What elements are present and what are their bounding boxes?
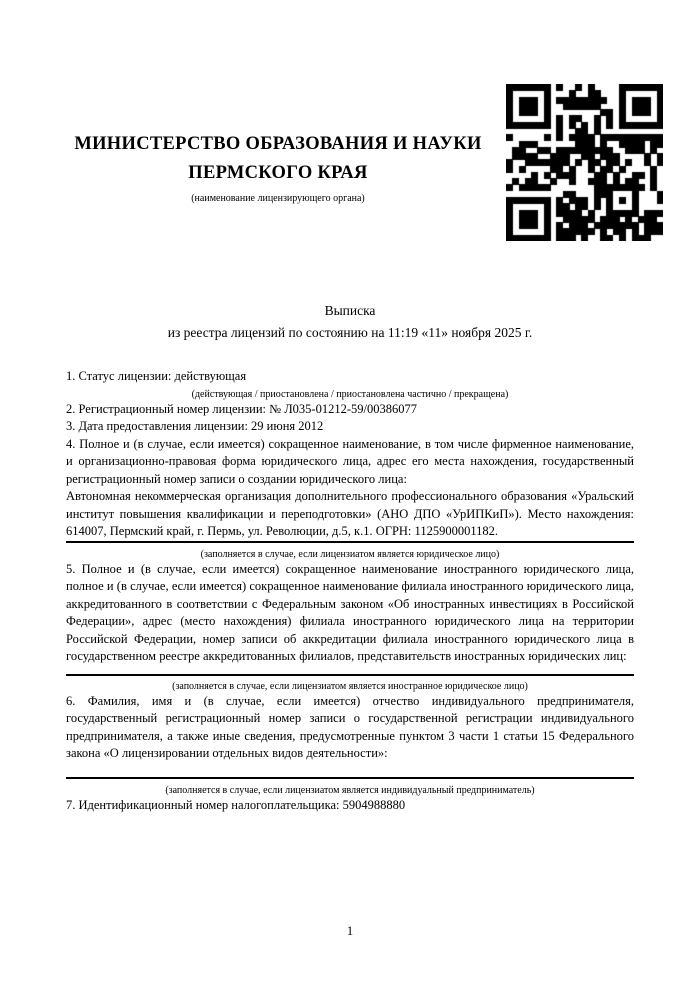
field-license-status-value: действующая (174, 369, 247, 383)
field-inn (66, 797, 634, 815)
document-title-line2: из реестра лицензий по состоянию на 11:19 «11» ноября 2025 г. (167, 325, 533, 340)
field-inn-label: 7. Идентификационный номер налогоплательщика: (66, 797, 340, 812)
field-grant-date (66, 418, 634, 436)
field-registration-number-value: № Л035-01212-59/00386077 (269, 401, 417, 416)
field-legal-entity-caption: (заполняется в случае, если лицензиатом является юридическое лицо) (200, 548, 500, 560)
field-inn-value: 5904988880 (342, 797, 406, 812)
field-registration-number-label: 2. Регистрационный номер лицензии: (66, 401, 267, 416)
page-number: 1 (346, 924, 354, 938)
fill-line-legal-entity (66, 541, 634, 543)
field-registration-number (66, 401, 634, 419)
field-grant-date-label: 3. Дата предоставления лицензии: (66, 419, 248, 433)
field-foreign-entity-caption: (заполняется в случае, если лицензиатом является иностранное юридическое лицо) (172, 680, 528, 692)
authority-name-line1: МИНИСТЕРСТВО ОБРАЗОВАНИЯ И НАУКИ (74, 134, 482, 154)
fill-line-individual (66, 777, 634, 779)
field-legal-entity-label: 4. Полное и (в случае, если имеется) сокращенное наименование, в том числе фирменное наименование, и организационно-правовая форма юридического лица, адрес его места нахождения, государственный регистрационный номер записи о создании юридического лица: (66, 436, 634, 486)
field-license-status (66, 368, 634, 386)
authority-caption: (наименование лицензирующего органа) (191, 193, 365, 204)
licensing-authority-header (66, 130, 490, 205)
field-legal-entity-value: Автономная некоммерческая организация дополнительного профессионального образования «Уральский институт повышения квалификации и переподготовки» (АНО ДПО «УрИПКиП»). Место нахождения: 614007, Пермский край, г. Пермь, ул. Революции, д.5, к.1. ОГРН: 1125900001182. (66, 489, 634, 538)
document-title-line1: Выписка (324, 303, 376, 318)
document-body (66, 368, 634, 814)
field-license-status-label: 1. Статус лицензии: (66, 369, 172, 383)
field-individual-label: 6. Фамилия, имя и (в случае, если имеется) отчество индивидуального предпринимателя, государственный регистрационный номер записи о государственной регистрации индивидуального предпринимателя, а также иные сведения, предусмотренные пунктом 3 части 1 статьи 15 Федерального закона «О лицензировании отдельных видов деятельности»: (66, 693, 634, 760)
authority-name-line2: ПЕРМСКОГО КРАЯ (188, 163, 368, 183)
field-grant-date-value: 29 июня 2012 (251, 419, 324, 433)
field-individual-caption: (заполняется в случае, если лицензиатом является индивидуальный предприниматель) (165, 784, 535, 796)
field-license-status-caption: (действующая / приостановлена / приостановлена частично / прекращена) (191, 388, 509, 400)
field-foreign-entity-label: 5. Полное и (в случае, если имеется) сокращенное наименование иностранного юридического лица, полное и (в случае, если имеется) сокращенное наименование филиала иностранного юридического лица, аккредитованного в соответствии с Федеральным законом «Об иностранных инвестициях в Российской Федерации», адрес (место нахождения) филиала иностранного юридического лица на территории Российской Федерации, номер записи об аккредитации филиала иностранного юридического лица в государственном реестре аккредитованных филиалов, представительств иностранных юридических лиц: (66, 561, 634, 663)
document-title (66, 300, 634, 344)
fill-line-foreign-entity (66, 674, 634, 676)
qr-code-icon (506, 84, 663, 241)
